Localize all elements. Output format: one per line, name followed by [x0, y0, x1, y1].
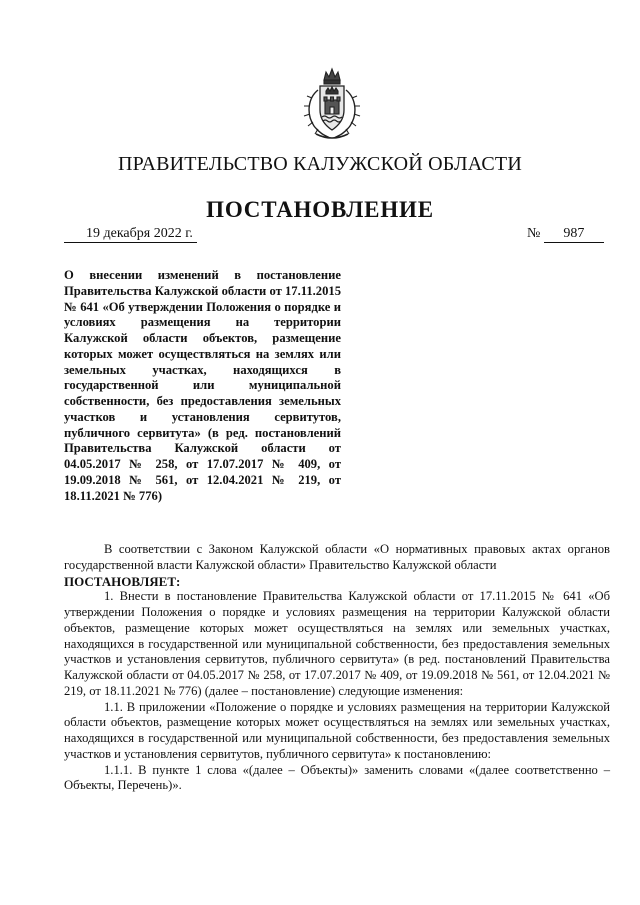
number-prefix: № — [527, 226, 541, 241]
preamble-paragraph: В соответствии с Законом Калужской области «О нормативных правовых актах органов государственной власти Калужской области» Правительство Калужской области — [64, 542, 610, 572]
government-title: ПРАВИТЕЛЬСТВО КАЛУЖСКОЙ ОБЛАСТИ — [118, 153, 522, 175]
item-1-paragraph: 1. Внести в постановление Правительства Калужской области от 17.11.2015 № 641 «Об утверждении Положения о порядке и условиях размещения на территории Калужской области объектов, размещение которых может осуществляться на землях или земельных участках, находящихся в государственной или муниципальной собственности, без предоставления земельных участков и установления сервитутов, публичного сервитута» (в ред. постановлений Правительства Калужской области от 04.05.2017 № 258, от 17.07.2017 № 409, от 19.09.2018 № 561, от 12.04.2021 № 219, от 18.11.2021 № 776) (далее – постановление) следующие изменения: — [64, 589, 610, 698]
item-1-1-paragraph: 1.1. В приложении «Положение о порядке и условиях размещения на территории Калужской области объектов, размещение которых может осуществляться на землях или земельных участках, находящихся в государственной или муниципальной собственности, без предоставления земельных участков и установления сервитутов, публичного сервитута» к постановлению: — [64, 699, 610, 761]
item-1-1-1-paragraph: 1.1.1. В пункте 1 слова «(далее – Объекты)» заменить словами «(далее соответственно – Объекты, Перечень)». — [64, 762, 610, 793]
number-value: 987 — [544, 226, 604, 243]
document-body — [64, 542, 610, 794]
coat-of-arms-icon — [302, 64, 362, 142]
date-value: 19 декабря 2022 г. — [64, 226, 197, 243]
document-number — [527, 226, 604, 243]
document-date — [64, 226, 197, 243]
document-subject: О внесении изменений в постановление Правительства Калужской области от 17.11.2015 № 641 «Об утверждении Положения о порядке и условиях размещения на территории Калужской области объектов, размещение которых может осуществляться на землях или земельных участках, находящихся в государственной или муниципальной собственности, без предоставления земельных участков и установления сервитутов, публичного сервитута» (в ред. постановлений Правительства Калужской области от 04.05.2017 № 258, от 17.07.2017 № 409, от 19.09.2018 № 561, от 12.04.2021 № 219, от 18.11.2021 № 776) — [64, 268, 341, 503]
decree-word: ПОСТАНОВЛЯЕТ: — [64, 573, 181, 589]
document-type: ПОСТАНОВЛЕНИЕ — [206, 197, 434, 222]
